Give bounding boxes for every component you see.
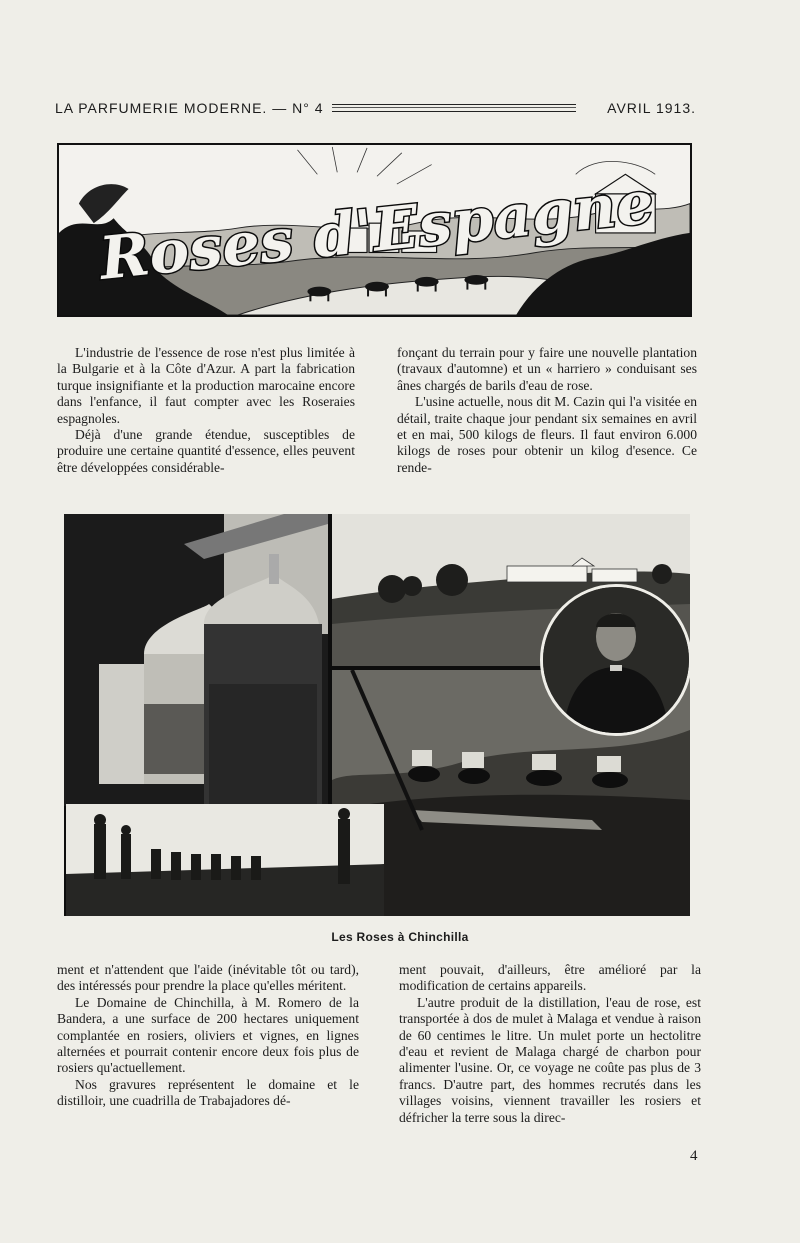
running-header-date: AVRIL 1913. [607, 100, 696, 116]
photo-collage [64, 514, 690, 916]
paragraph: ment pouvait, d'ailleurs, être amélioré par la modification de certains appareils. [399, 962, 701, 994]
figure-caption: Les Roses à Chinchilla [331, 930, 469, 944]
banner-title: Roses d'Espagne [96, 166, 658, 293]
paragraph: Nos gravures représentent le domaine et le distilloir, une cuadrilla de Trabajadores dé- [57, 1076, 359, 1109]
paragraph: fonçant du terrain pour y faire une nouvelle plantation (travaux d'automne) et un « harriero » conduisant ses ânes chargés de barils d'eau de rose. [397, 345, 697, 393]
paragraph: Le Domaine de Chinchilla, à M. Romero de la Bandera, a une surface de 200 hectares uniquement complantée en rosiers, oliviers et vignes, en lignes alternées et pourrait contenir encore deux fois plus de rosiers qu'actuellement. [57, 994, 359, 1076]
header-rule [332, 104, 576, 112]
text-column-top-left [57, 345, 355, 476]
paragraph: L'usine actuelle, nous dit M. Cazin qui l'a visitée en détail, traite chaque jour pendant six semaines en avril et en mai, 500 kilogs de fleurs. Il faut environ 6.000 kilogs de roses pour obtenir un kilog d'esence. Ce rende- [397, 394, 697, 475]
page-number: 4 [690, 1148, 698, 1164]
portrait-photo [540, 584, 690, 736]
paragraph: ment et n'attendent que l'aide (inévitable tôt ou tard), des intéressés pour prendre la place qu'elles méritent. [57, 962, 359, 994]
paragraph: L'industrie de l'essence de rose n'est plus limitée à la Bulgarie et à la Côte d'Azur. A part la fabrication turque insignifiante et la production marocaine encore dans l'enfance, il faut compter avec les Roseraies espagnoles. [57, 345, 355, 426]
distillery-photo [64, 514, 328, 806]
paragraph: L'autre produit de la distillation, l'eau de rose, est transportée à dos de mulet à Malaga et vendue à raison de 60 centimes le litre. Un mulet porte un hectolitre d'eau et revient de Malaga chargé de charbon pour alimenter l'usine. Or, ce voyage ne coûte pas plus de 3 francs. D'autre part, des hommes recrutés dans les villages voisins, viennent travailler les rosiers et défricher la terre sous la direc- [399, 994, 701, 1125]
running-header-title: LA PARFUMERIE MODERNE. — N° 4 [55, 100, 324, 116]
text-column-bottom-right [399, 962, 701, 1126]
field-workers-photo [66, 804, 384, 916]
text-column-top-right [397, 345, 697, 476]
text-column-bottom-left [57, 962, 359, 1110]
paragraph: Déjà d'une grande étendue, susceptibles de produire une certaine quantité d'essence, elles peuvent être développées considérable- [57, 427, 355, 475]
title-banner-illustration [57, 143, 692, 317]
